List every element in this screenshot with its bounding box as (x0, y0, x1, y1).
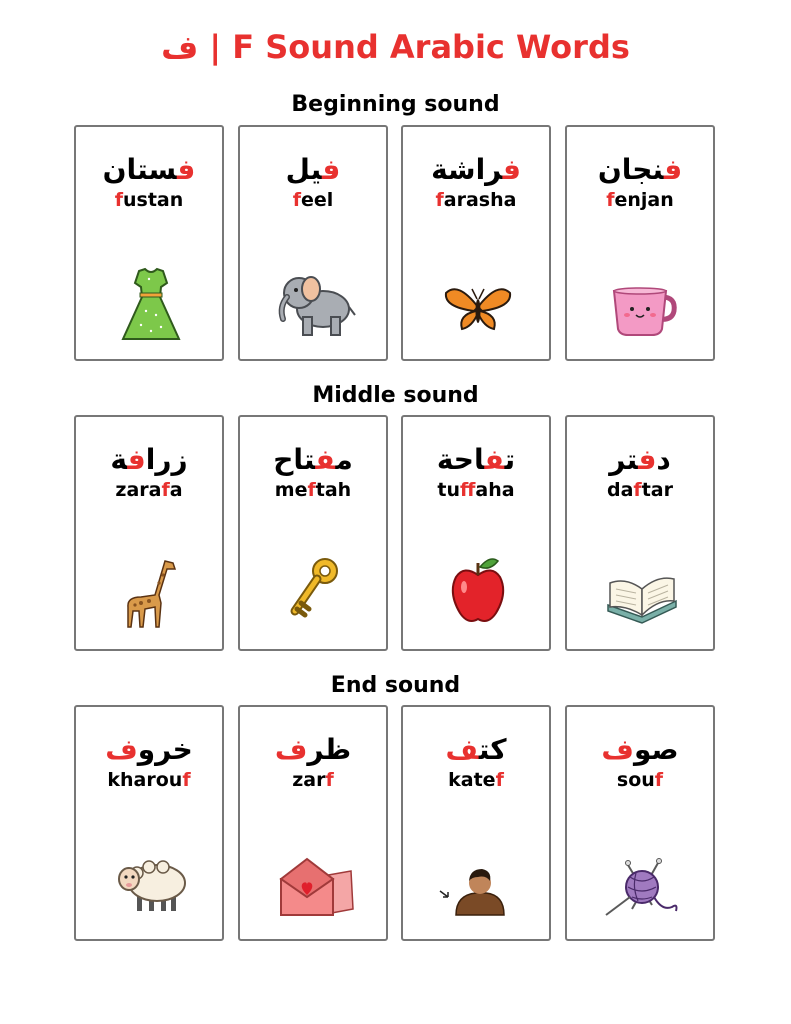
arabic-word: فستان (102, 153, 196, 186)
section-title-middle: Middle sound (312, 383, 479, 408)
arabic-word: صوف (601, 733, 679, 766)
word-card (565, 705, 715, 941)
word-card (238, 125, 388, 361)
section-title-beginning: Beginning sound (291, 92, 500, 117)
arabic-word: فراشة (431, 153, 521, 186)
arabic-word: دفتر (609, 443, 671, 476)
cup-icon (592, 263, 692, 343)
transliteration: kharouf (107, 769, 191, 791)
shoulder-icon (428, 843, 528, 923)
key-icon (265, 553, 365, 633)
word-card (401, 125, 551, 361)
word-card (74, 705, 224, 941)
transliteration: katef (448, 769, 504, 791)
word-card (565, 125, 715, 361)
arabic-word: فيل (285, 153, 341, 186)
yarn-icon (592, 843, 692, 923)
giraffe-icon (101, 553, 201, 633)
transliteration: daftar (607, 479, 673, 501)
envelope-icon (265, 843, 365, 923)
dress-icon (101, 263, 201, 343)
transliteration: feel (292, 189, 334, 211)
book-icon (592, 553, 692, 633)
transliteration: fustan (114, 189, 184, 211)
arabic-word: فنجان (597, 153, 683, 186)
word-card (238, 415, 388, 651)
card-row-end (74, 705, 718, 945)
transliteration: fenjan (606, 189, 674, 211)
card-row-middle (74, 415, 718, 655)
arabic-word: مفتاح (273, 443, 353, 476)
page-title: ف | F Sound Arabic Words (161, 28, 630, 66)
word-card (565, 415, 715, 651)
transliteration: souf (616, 769, 664, 791)
arabic-word: زرافة (110, 443, 188, 476)
card-row-beginning (74, 125, 718, 365)
arabic-word: تفاحة (436, 443, 516, 476)
transliteration: zarf (292, 769, 334, 791)
transliteration: meftah (274, 479, 352, 501)
apple-icon (428, 553, 528, 633)
butterfly-icon (428, 263, 528, 343)
arabic-word: ظرف (274, 733, 352, 766)
word-card (74, 125, 224, 361)
section-title-end: End sound (330, 673, 461, 698)
word-card (238, 705, 388, 941)
word-card (401, 705, 551, 941)
sheep-icon (101, 843, 201, 923)
word-card (401, 415, 551, 651)
arabic-word: خروف (105, 733, 193, 766)
word-card (74, 415, 224, 651)
transliteration: farasha (435, 189, 517, 211)
arabic-word: كتف (445, 733, 507, 766)
elephant-icon (265, 263, 365, 343)
transliteration: tuffaha (437, 479, 515, 501)
transliteration: zarafa (115, 479, 183, 501)
